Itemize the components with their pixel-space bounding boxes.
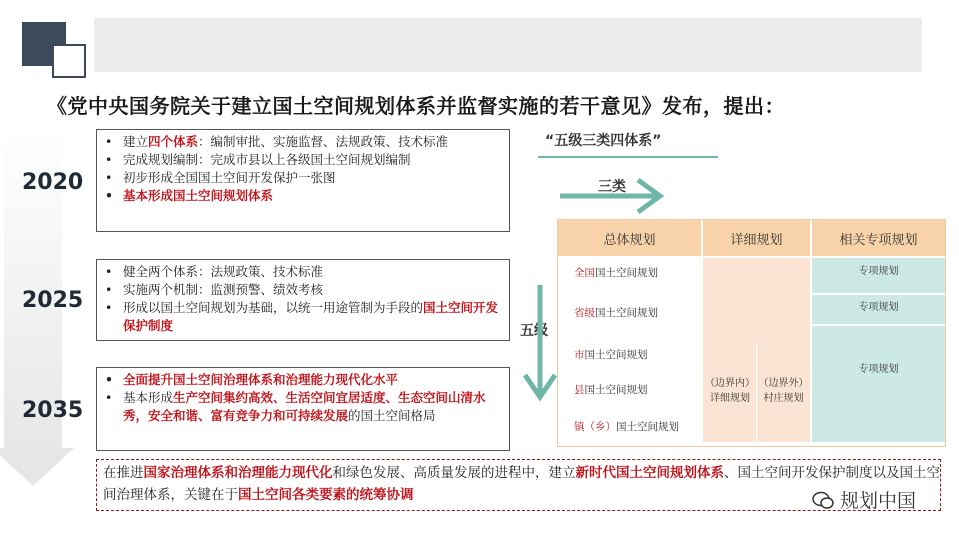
three-types-arrow-icon: [560, 176, 670, 214]
special-column: [812, 258, 945, 442]
planning-system-table: [557, 219, 946, 447]
summary-box: 在推进国家治理体系和治理能力现代化和绿色发展、高质量发展的进程中，建立新时代国土空间规划体系、国土空间开发保护制度以及国土空间治理体系，关键在于国土空间各类要素的统筹协调: [96, 459, 941, 511]
special-divider-1: [812, 293, 945, 295]
list-item: • 建立四个体系：编制审批、实施监督、法规政策、技术标准: [123, 133, 505, 151]
list-item: • 初步形成全国国土空间开发保护一张图: [123, 169, 505, 187]
special-plan-1: 专项规划: [858, 266, 899, 277]
list-item: • 形成以国土空间规划为基础，以统一用途管制为手段的国土空间开发保护制度: [123, 299, 505, 335]
special-plan-2: 专项规划: [858, 302, 899, 313]
timeline-arrow-head: [0, 448, 74, 486]
list-item: • 全面提升国土空间治理体系和治理能力现代化水平: [123, 371, 505, 389]
corner-outline-decoration: [52, 44, 86, 78]
list-item: • 实施两个机制：监测预警、绩效考核: [123, 281, 505, 299]
list-item: • 基本形成国土空间规划体系: [123, 187, 505, 205]
year-2025: 2025: [22, 288, 84, 313]
page-headline: 《党中央国务院关于建立国土空间规划体系并监督实施的若干意见》发布，提出：: [47, 94, 785, 118]
row-city-plan: 市国土空间规划: [574, 349, 648, 361]
row-national-plan: 全国国土空间规划: [574, 267, 658, 279]
diagram-title: “五级三类四体系”: [545, 133, 662, 149]
detail-inside-boundary: （边界内） 详细规划: [705, 378, 755, 404]
box-2025: [96, 259, 510, 341]
special-plan-3: 专项规划: [858, 364, 899, 375]
year-2020: 2020: [22, 170, 84, 195]
five-levels-arrow-icon: [522, 285, 558, 405]
list-item: • 健全两个体系：法规政策、技术标准: [123, 263, 505, 281]
three-types-label: 三类: [598, 179, 626, 195]
wechat-icon: [812, 490, 834, 510]
header-special-plan: 相关专项规划: [812, 220, 945, 256]
header-overall-plan: 总体规划: [558, 220, 701, 256]
header-band: [94, 18, 922, 72]
box-2035: [96, 367, 510, 451]
five-levels-label: 五级: [520, 323, 548, 339]
special-divider-2: [812, 324, 945, 326]
list-item: • 完成规划编制：完成市县以上各级国土空间规划编制: [123, 151, 505, 169]
watermark: 规划中国: [812, 486, 916, 513]
row-town-plan: 镇（乡）国土空间规划: [574, 421, 679, 433]
year-2035: 2035: [22, 398, 84, 423]
row-provincial-plan: 省级国土空间规划: [574, 307, 658, 319]
detail-outside-boundary: （边界外） 村庄规划: [758, 378, 809, 404]
list-item: • 基本形成生产空间集约高效、生活空间宜居适度、生态空间山清水秀，安全和谐、富有竞争力和可持续发展的国土空间格局: [123, 389, 505, 425]
row-county-plan: 县国土空间规划: [574, 384, 648, 396]
header-detail-plan: 详细规划: [703, 220, 810, 256]
title-underline: [538, 156, 718, 158]
box-2020: [96, 129, 510, 232]
